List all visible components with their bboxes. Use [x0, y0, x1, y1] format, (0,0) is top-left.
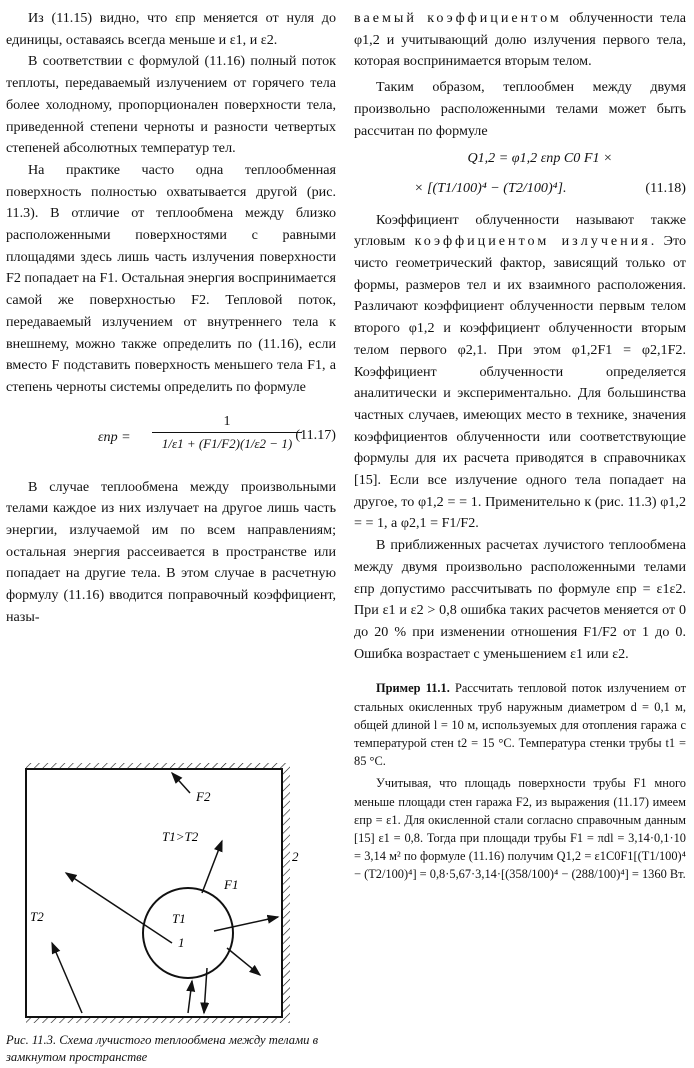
text: Коэффициент облученности называют также угловым — [354, 211, 686, 250]
ray-arrow — [52, 943, 82, 1013]
example-label: Пример 11.1. — [376, 681, 450, 696]
term-spaced: ваемый коэффициентом — [354, 10, 562, 26]
paragraph — [354, 8, 686, 73]
ray-arrow — [188, 981, 192, 1013]
paragraph: В приближенных расчетах лучистого теплообмена между двумя произвольно расположенными телами εпр допустимо рассчитывать по формуле εпр = ε1ε2. При ε1 и ε2 > 0,8 ошибка таких расчетов меняется от 0 до 20 % при изменении отношения F1/F2 от 1 до 0. Ошибка возрастает с уменьшением ε1 или ε2. — [354, 537, 686, 662]
left-column — [6, 8, 336, 629]
example-block — [354, 679, 686, 883]
label-temperature-relation: T1>T2 — [162, 829, 199, 844]
formula-number: (11.17) — [295, 426, 336, 443]
enclosure-wall — [26, 769, 282, 1017]
wall-hatch-right — [282, 769, 290, 1017]
ray-arrow — [227, 948, 260, 975]
formula-11-17 — [6, 405, 336, 465]
formula-11-18 — [354, 148, 686, 199]
label-t2: T2 — [30, 909, 44, 924]
right-column — [354, 8, 686, 884]
paragraph — [354, 210, 686, 536]
wall-hatch-top — [26, 763, 290, 769]
label-f1: F1 — [224, 877, 239, 892]
example-text: Рассчитать тепловой поток излучением от стальных окисленных труб наружным диаметром d = 0,1 м, общей длиной l = 10 м, используемых для отопления гаража с температурой стен t2 = 15 °C. Температура стенки трубы t1 = 85 °C. — [354, 681, 686, 769]
wall-hatch-bottom — [26, 1017, 290, 1023]
label-f2: F2 — [196, 789, 211, 804]
paragraph: В соответствии с формулой (11.16) полный поток теплоты, передаваемый излучением от горячего тела более холодному, пропорционален поверхности тела, приведенной степени черноты и разности четвертых степеней абсолютных температур тел. — [6, 53, 336, 157]
ray-arrow — [214, 917, 278, 931]
example-paragraph — [354, 679, 686, 770]
label-2: 2 — [292, 849, 299, 864]
term-spaced: коэффициентом излучения — [414, 233, 651, 250]
figure-11-3 — [22, 763, 340, 1025]
fraction — [152, 411, 302, 455]
paragraph: Из (11.15) видно, что εпр меняется от нуля до единицы, оставаясь всегда меньше и ε1, и ε2. — [6, 10, 336, 48]
ray-arrow — [172, 773, 190, 793]
formula-number: (11.18) — [645, 179, 686, 196]
label-1: 1 — [178, 935, 185, 950]
text: . Это чисто геометрический фактор, зависящий только от формы, размеров тел и их взаимного расположения. Различают коэффициент облученности первым телом второго φ1,2 и коэффициент облученности вторым телом первого φ2,1. При этом φ1,2F1 = φ2,1F2. Коэффициент облученности определяется аналитически и экспериментально. Для большинства частных случаев, имеющих место в технике, значения коэффициентов облученности или соответствующие формулы для их расчета приводятся в справочниках [15]. Если все излучение одного тела попадает на другое, то φ1,2 = = 1. Применительно к (рис. 11.3) φ1,2 = = 1, а φ2,1 = F1/F2. — [354, 233, 687, 532]
paragraph: Таким образом, теплообмен между двумя произвольно расположенными телами может быть рассчитан по формуле — [354, 79, 686, 139]
example-paragraph: Учитывая, что площадь поверхности трубы F1 много меньше площади стен гаража F2, из выражения (11.17) имеем εпр = ε1. Для окисленной стали согласно справочным данным [15] ε1 = 0,8. Тогда при площади трубы F1 = πdl = 3,14·0,1·10 = 3,14 м² по формуле (11.16) получим Q1,2 = ε1C0F1[(T1/100)⁴ − (T2/100)⁴] = 0,8·5,67·3,14·[(358/100)⁴ − (288/100)⁴] = 1360 Вт. — [354, 776, 686, 882]
ray-arrow — [66, 873, 172, 943]
paragraph: На практике часто одна теплообменная поверхность полностью охватывается другой (рис. 11.3). В отличие от теплообмена между близко расположенными поверхностями с равными площадями здесь лишь часть излучения поверхности F2 попадает на F1. Остальная энергия воспринимается самой же поверхностью F2. Тепловой поток, передаваемый излучением от внутреннего тела к внешнему, можно также определить по (11.16), если вместо F подставить поверхность меньшего тела F1, а степень черноты системы определить по формуле — [6, 161, 336, 395]
fraction-numerator: 1 — [152, 411, 302, 434]
formula-line — [354, 178, 686, 200]
formula-line: Q1,2 = φ1,2 εпр C0 F1 × — [467, 150, 613, 167]
label-t1: T1 — [172, 911, 186, 926]
fraction-denominator: 1/ε1 + (F1/F2)(1/ε2 − 1) — [161, 436, 293, 452]
formula-expression: × [(T1/100)⁴ − (T2/100)⁴]. — [414, 179, 567, 196]
figure-caption: Рис. 11.3. Схема лучистого теплообмена между телами в замкнутом пространстве — [6, 1033, 319, 1064]
radiation-diagram — [22, 763, 340, 1025]
formula-lhs: εпр = — [98, 428, 131, 445]
paragraph: В случае теплообмена между произвольными телами каждое из них излучает на другое лишь часть энергии, излучаемой им по всем направлениям; остальная энергия рассеивается в пространстве или попадает на другие тела. В этом случае в расчетную формулу (11.16) вводится поправочный коэффициент, назы- — [6, 478, 336, 625]
text: облученности тела φ1,2 и учитывающий долю излучения первого тела, которая воспринимается вторым телом. — [354, 10, 686, 70]
ray-arrow — [202, 841, 222, 893]
